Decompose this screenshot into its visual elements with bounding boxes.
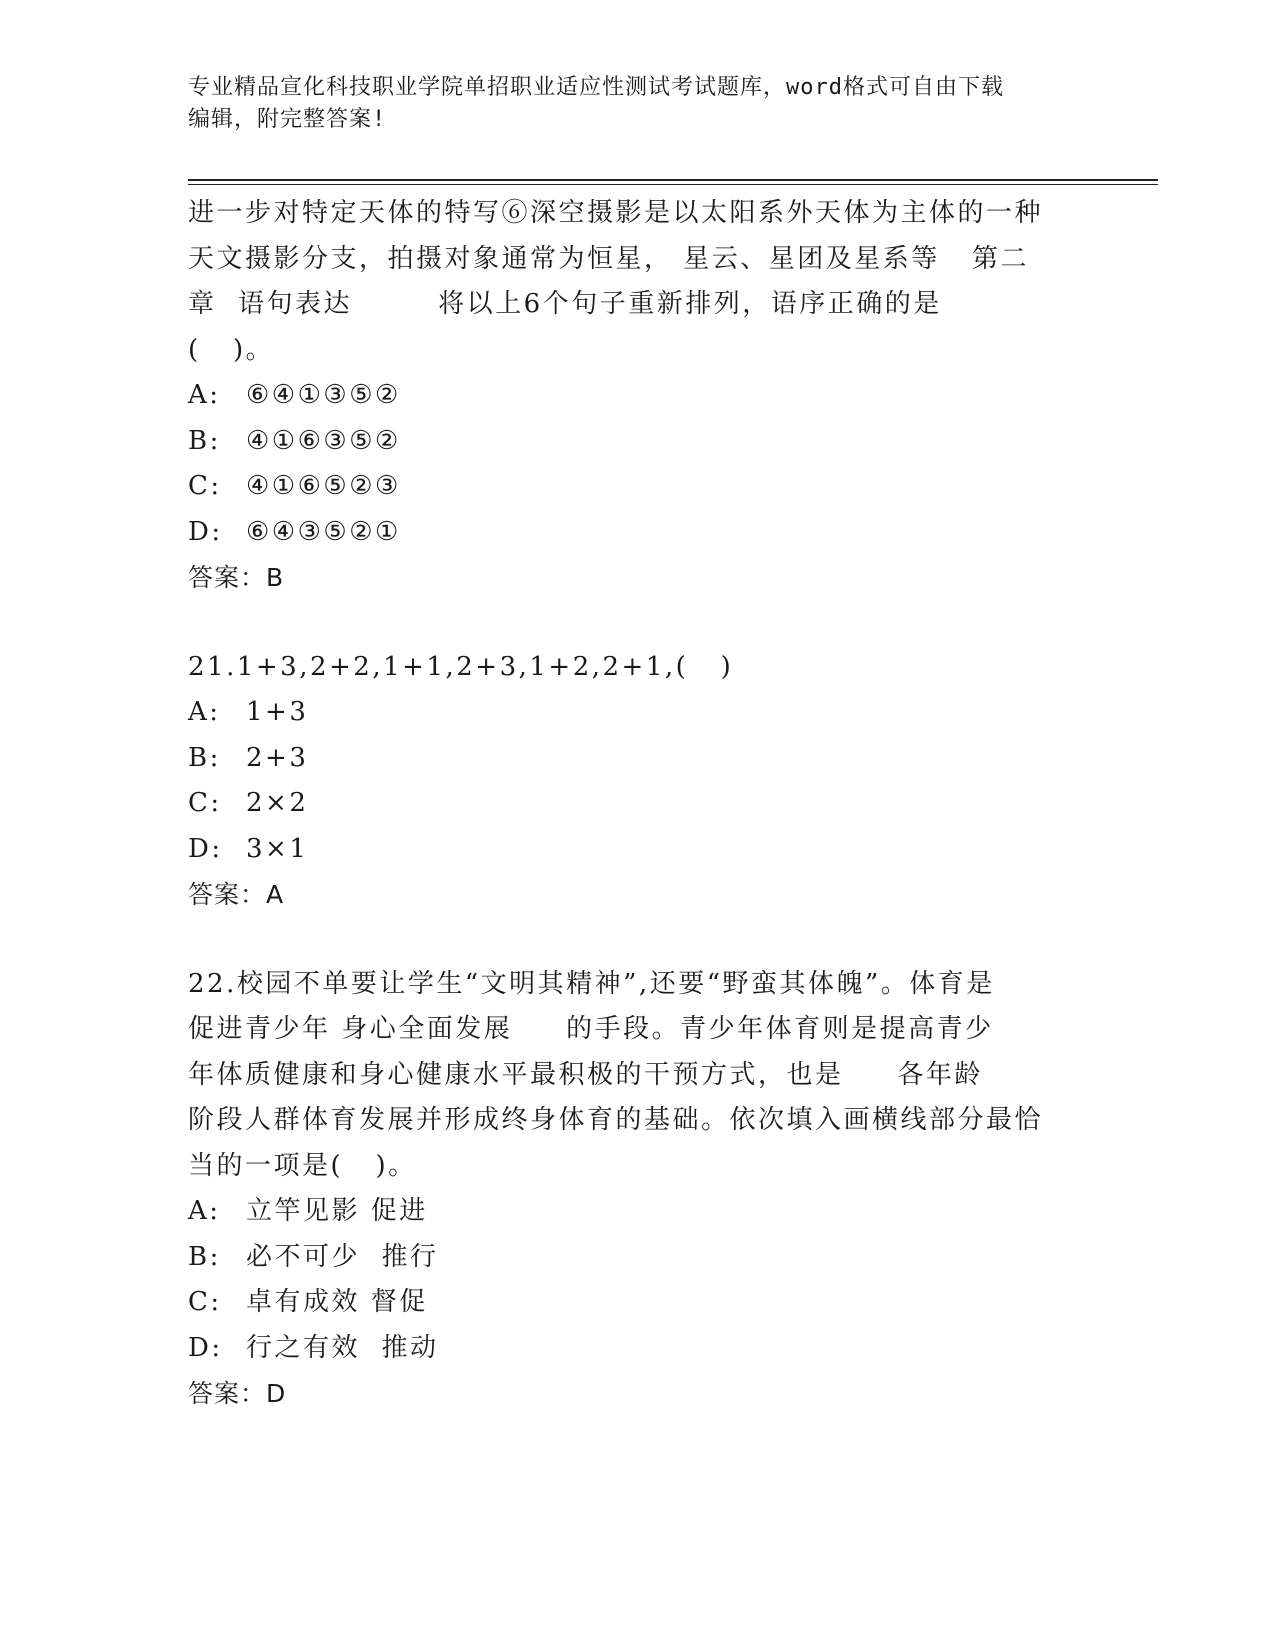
option-text: 2+3: [246, 742, 309, 773]
option-b: [188, 736, 1088, 782]
option-a: [188, 373, 1088, 419]
option-text: 2×2: [246, 788, 309, 818]
option-letter: B:: [188, 425, 221, 456]
option-d: [188, 827, 1088, 873]
page-header: [188, 72, 1088, 136]
option-letter: A:: [188, 1196, 221, 1226]
option-text: 行之有效 推动: [246, 1332, 439, 1363]
option-letter: D:: [188, 516, 223, 547]
option-c: [188, 781, 1088, 827]
question-content: [188, 191, 1088, 1417]
option-text: 卓有成效 督促: [246, 1287, 428, 1317]
option-letter: D:: [188, 833, 223, 864]
option-b: [188, 419, 1088, 465]
header-line-1: 专业精品宣化科技职业学院单招职业适应性测试考试题库，word格式可自由下载: [188, 75, 1004, 100]
option-d: [188, 1326, 1088, 1372]
question-text-line: 进一步对特定天体的特写⑥深空摄影是以太阳系外天体为主体的一种: [188, 198, 1044, 228]
question-text-line: 22.校园不单要让学生“文明其精神”,还要“野蛮其体魄”。体育是: [188, 968, 995, 999]
option-letter: A:: [188, 380, 221, 410]
option-a: [188, 1189, 1088, 1235]
option-text: 必不可少 推行: [246, 1241, 439, 1272]
header-divider: [188, 179, 1158, 181]
question-text-line: 当的一项是( )。: [188, 1150, 417, 1181]
option-letter: C:: [188, 471, 222, 501]
option-letter: B:: [188, 742, 221, 773]
option-letter: B:: [188, 1241, 221, 1272]
question-text-line: 阶段人群体育发展并形成终身体育的基础。依次填入画横线部分最恰: [188, 1105, 1044, 1135]
option-text: ⑥④③⑤②①: [246, 516, 401, 547]
question-text-line: 章 语句表达 将以上6个句子重新排列，语序正确的是: [188, 289, 942, 319]
option-letter: C:: [188, 788, 222, 818]
answer-line: 答案：B: [188, 563, 285, 592]
question-text-line: 年体质健康和身心健康水平最积极的干预方式，也是 各年龄: [188, 1059, 983, 1090]
option-letter: D:: [188, 1332, 223, 1363]
option-text: ⑥④①③⑤②: [246, 380, 401, 410]
question-text-line: 21.1+3,2+2,1+1,2+3,1+2,2+1,( ): [188, 651, 734, 682]
answer-line: 答案：D: [188, 1379, 287, 1408]
option-letter: A:: [188, 697, 221, 727]
option-text: ④①⑥③⑤②: [246, 425, 401, 456]
question-text-line: 促进青少年 身心全面发展 的手段。青少年体育则是提高青少: [188, 1014, 994, 1044]
question-21: [188, 645, 1088, 918]
question-text-line: 天文摄影分支，拍摄对象通常为恒星， 星云、星团及星系等 第二: [188, 243, 1030, 274]
header-divider-thin: [188, 184, 1158, 185]
option-text: 1+3: [246, 697, 309, 727]
option-text: ④①⑥⑤②③: [246, 471, 401, 501]
question-20: [188, 191, 1088, 601]
answer-line: 答案：A: [188, 880, 285, 909]
option-d: [188, 510, 1088, 556]
option-b: [188, 1235, 1088, 1281]
option-letter: C:: [188, 1287, 222, 1317]
header-line-2: 编辑，附完整答案!: [188, 107, 387, 132]
question-22: [188, 962, 1088, 1417]
option-text: 立竿见影 促进: [246, 1196, 428, 1226]
question-text-line: ( )。: [188, 334, 275, 365]
option-text: 3×1: [246, 833, 309, 864]
option-c: [188, 1280, 1088, 1326]
option-a: [188, 690, 1088, 736]
option-c: [188, 464, 1088, 510]
